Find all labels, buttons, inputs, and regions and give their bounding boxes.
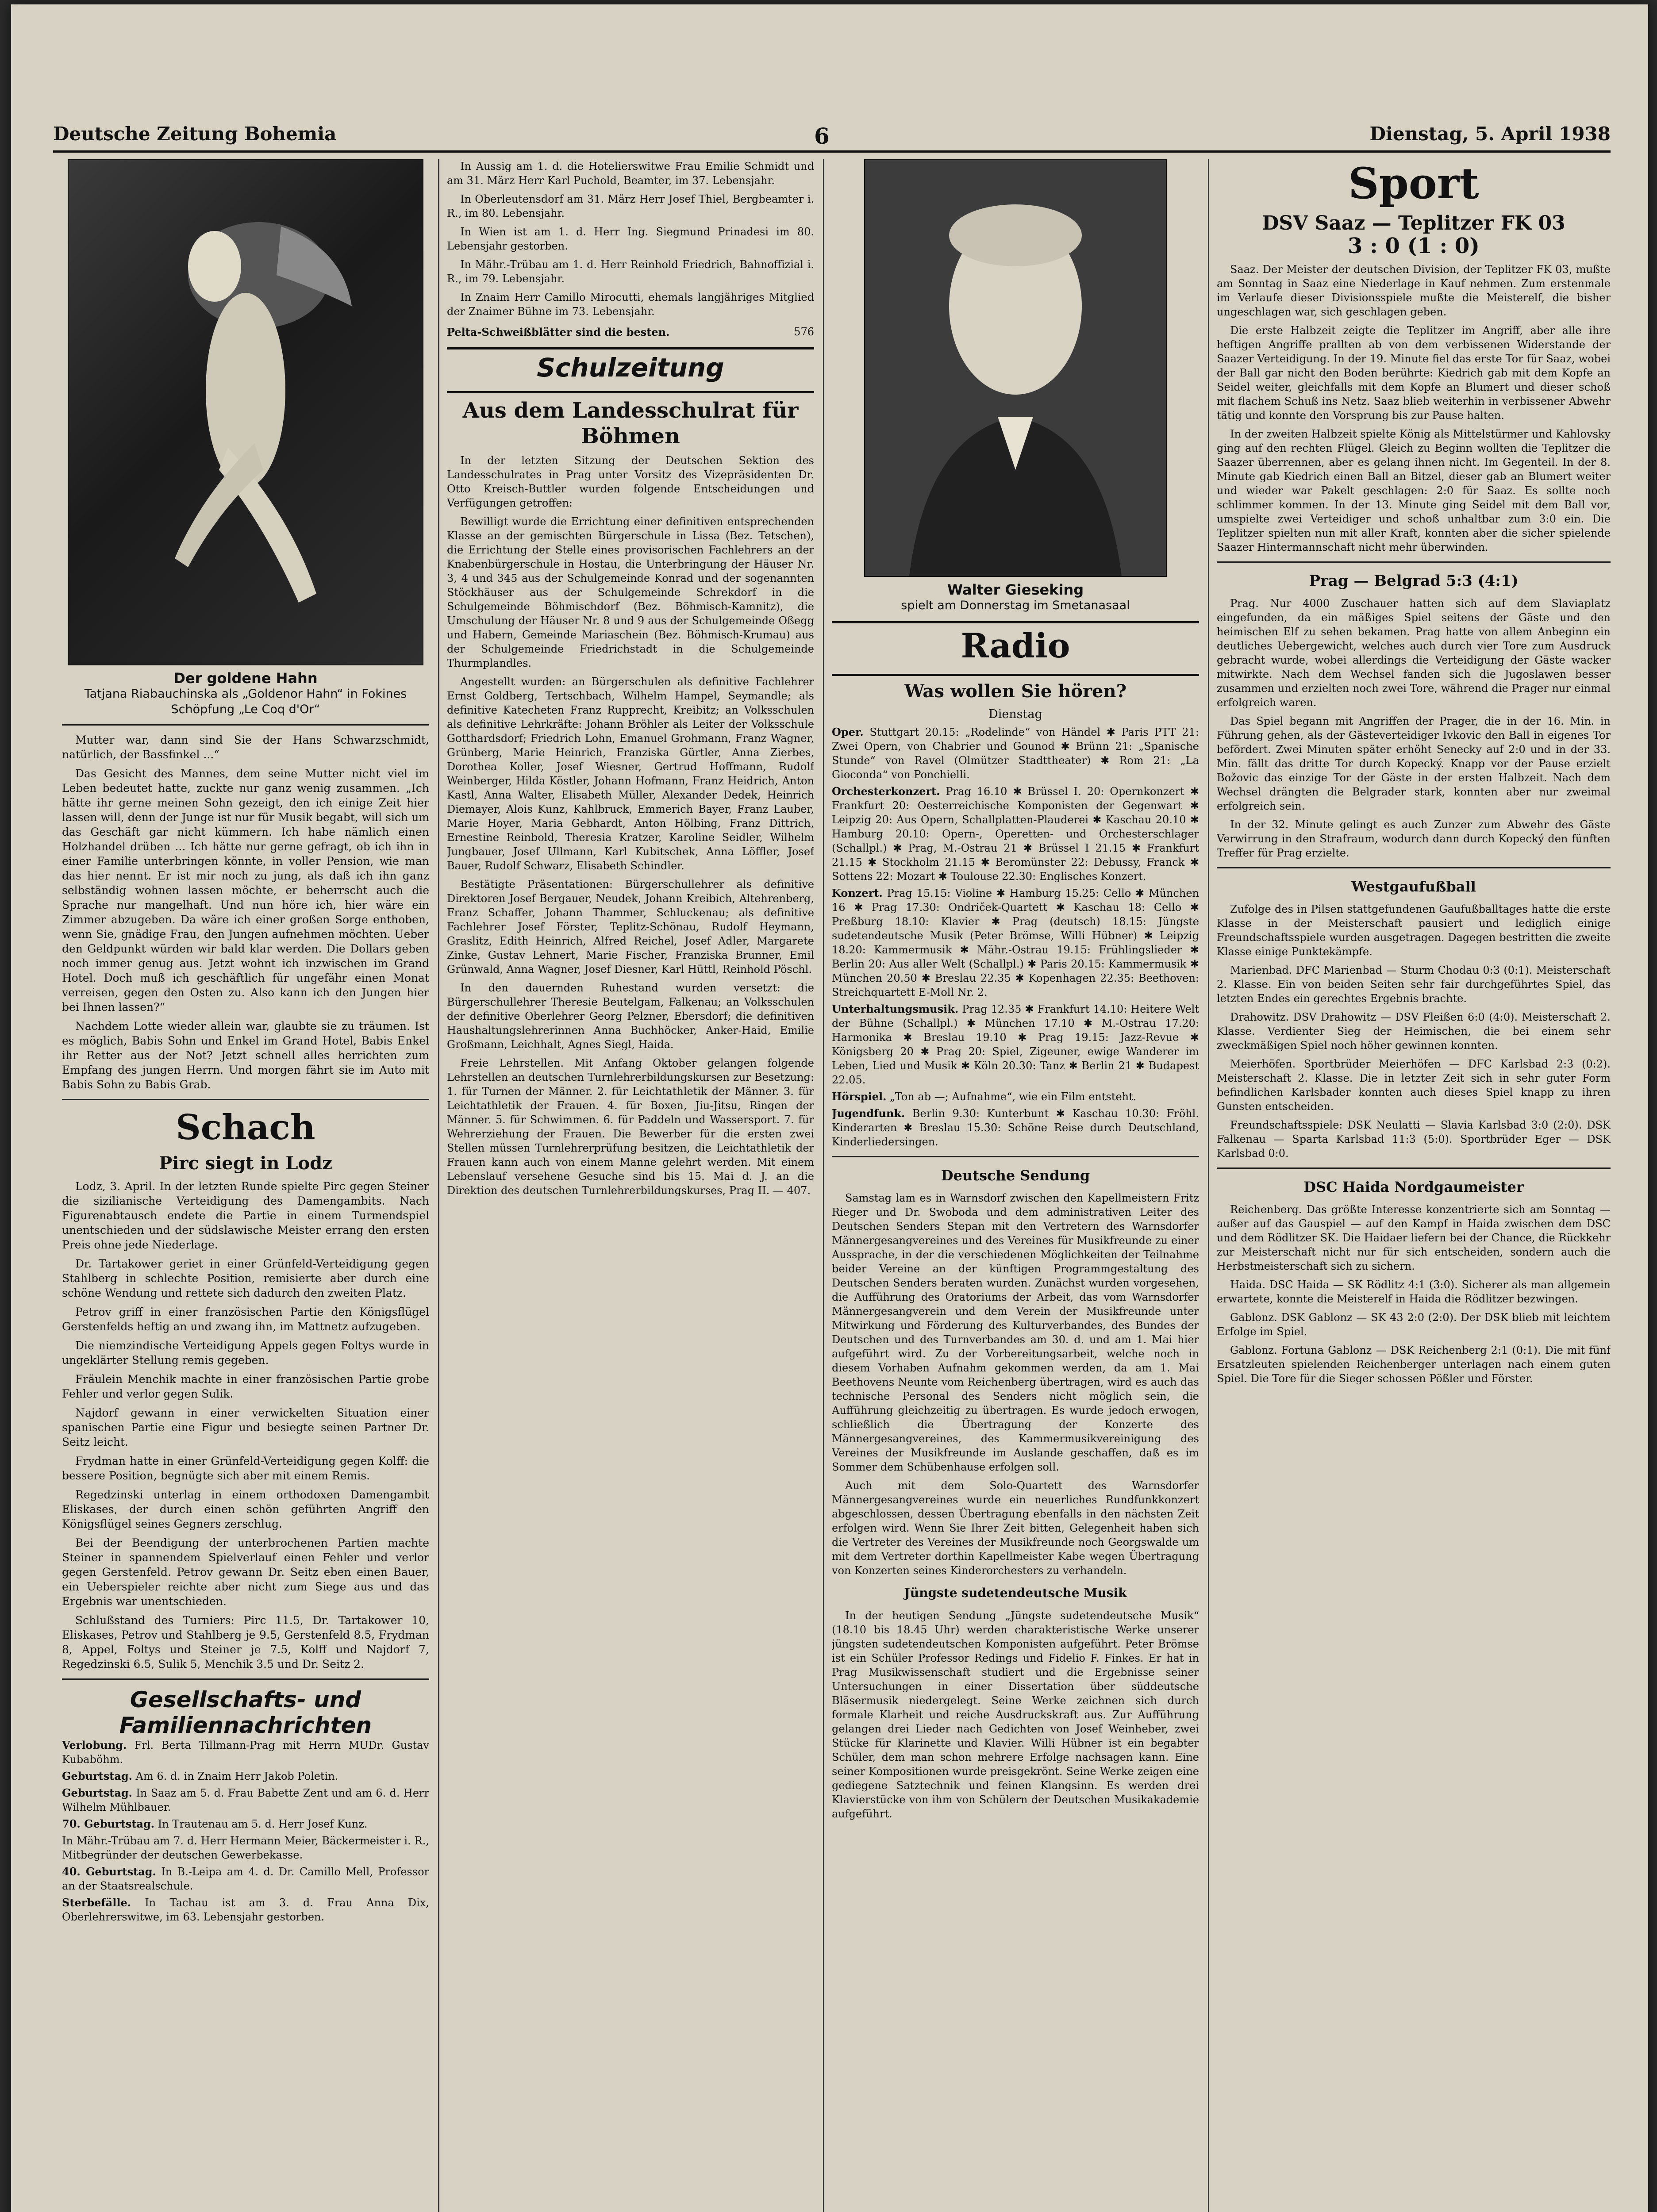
portrait-photo <box>864 159 1167 577</box>
dancer-illustration <box>69 160 423 664</box>
haida-paragraph: Gablonz. DSK Gablonz — SK 43 2:0 (2:0). Der DSK blieb mit leichtem Erfolge im Spiel. <box>1217 1311 1611 1338</box>
header-rule <box>53 150 1611 153</box>
issue-date: Dienstag, 5. April 1938 <box>1369 123 1611 145</box>
match-paragraph: Die erste Halbzeit zeigte die Teplitzer im Angriff, aber alle ihre heftigen Angriffe prallten ab von dem verbissenen Widerstande der Saazer Verteidigung. In der 19. Minute fiel das erste Tor für Saaz, wobei der Ball gar nicht den Boden berührte: Kiedrich gab mit dem Kopfe an Seidel weiter, gleichfalls mit dem Kopfe an Blumert und dieser schoß mit flachem Schuß ins Netz. Saaz blieb weiterhin in verbissener Abwehr tätig und konnte den Vorsprung bis zur Pause halten. <box>1217 324 1611 422</box>
society-entry: In Mähr.-Trübau am 7. d. Herr Hermann Meier, Bäckermeister i. R., Mitbegründer der deutschen Gewerbekasse. <box>62 1835 429 1861</box>
column-rule <box>823 159 824 2212</box>
portrait-caption <box>832 582 1199 613</box>
divider <box>1217 1167 1611 1169</box>
column-3 <box>832 159 1199 2212</box>
chess-paragraph: Fräulein Menchik machte in einer französischen Partie grobe Fehler und verlor gegen Sulik. <box>62 1373 429 1400</box>
newspaper-page <box>11 4 1648 2212</box>
divider <box>62 1678 429 1680</box>
westgau-paragraph: Drahowitz. DSV Drahowitz — DSV Fleißen 6:0 (4:0). Meisterschaft 2. Klasse. Verdienter Sieg der Heimischen, die bei einem sehr zweckmäßigen Spiel noch höher gewinnen konnten. <box>1217 1011 1611 1052</box>
section-bar <box>832 674 1199 676</box>
haida-paragraph: Gablonz. Fortuna Gablonz — DSK Reichenberg 2:1 (0:1). Die mit fünf Ersatzleuten spielenden Reichenberger unterlagen nach einem guten Spiel. Die Tore für die Sieger schossen Pößler und Förster. <box>1217 1344 1611 1385</box>
prag-paragraph: Prag. Nur 4000 Zuschauer hatten sich auf dem Slaviaplatz eingefunden, da ein mäßiges Spiel seitens der Gäste und den heimischen Elf zu sehen bekamen. Prag hatte von allem Anbeginn ein deutliches Uebergewicht, welches auch durch vier Tore zum Ausdruck gebracht wurde, wobei allerdings die Verteidigung der Gäste wacker mitwirkte. Nach dem Wechsel fanden sich die Jugoslawen besser zusammen und erzielten noch zwei Tore, während die Prager nur einmal erfolgreich waren. <box>1217 597 1611 709</box>
ballet-photo <box>68 159 423 665</box>
haida-heading: DSC Haida Nordgaumeister <box>1303 1179 1524 1195</box>
music-paragraph: In der heutigen Sendung „Jüngste sudetendeutsche Musik“ (18.10 bis 18.45 Uhr) werden charakteristische Werke unserer jüngsten sudetendeutschen Komponisten aufgeführt. Peter Brömse ist ein Schüler Professor Redings und Fidelio F. Finkes. Er hat in Prag Musikwissenschaft studiert und die Ergebnisse seiner Untersuchungen in einer Dissertation über süddeutsche Bläsermusik niedergelegt. Seine Werke zeichnen sich durch formale Klarheit und reiche Ausdruckskraft aus. Zur Aufführung gelangen drei Lieder nach Gedichten von Josef Weinheber, zwei Stücke für Klarinette und Klavier. Willi Hübner ist ein begabter Schüler, dem man schon mehrere Erfolge nachsagen kann. Eine seiner Kompositionen wurde preisgekrönt. Seine Werke zeigen eine gediegene Satztechnik und feinen Klangsinn. Es werden drei Klavierstücke von ihm von Schülern der Deutschen Musikakademie aufgeführt. <box>832 1609 1199 1820</box>
chess-paragraph: Die niemzindische Verteidigung Appels gegen Foltys wurde in ungeklärter Stellung remis gegeben. <box>62 1339 429 1367</box>
column-rule <box>1208 159 1209 2212</box>
chess-paragraph: Frydman hatte in einer Grünfeld-Verteidigung gegen Kolff: die bessere Position, begnügte sich aber mit einem Remis. <box>62 1455 429 1482</box>
radio-entry: Unterhaltungsmusik. Prag 12.35 ✱ Frankfurt 14.10: Heitere Welt der Bühne (Schallpl.) ✱ München 17.10 ✱ M.-Ostrau 17.20: Harmonika ✱ Breslau 19.10 ✱ Prag 19.15: Jazz-Revue ✱ Königsberg 20 ✱ Prag 20: Spiel, Zigeuner, ewige Wanderer im Leben, Lied und Musik ✱ Köln 20.30: Tanz ✱ Berlin 21 ✱ Budapest 22.05. <box>832 1002 1199 1086</box>
column-1 <box>62 159 429 2212</box>
society-entry: Geburtstag. Am 6. d. in Znaim Herr Jakob Poletin. <box>62 1770 338 1782</box>
school-paragraph: Angestellt wurden: an Bürgerschulen als definitive Fachlehrer Ernst Goldberg, Tertschbach, Wilhelm Hampel, Seymandle; als definitive Katecheten Franz Rupprecht, Kreibitz; an Volksschulen als definitive Lehrkräfte: Johann Bröhler als Leiter der Volksschule Gotthardsdorf; Friedrich Lohn, Emanuel Grohmann, Franz Wagner, Grünberg, Marie Heinrich, Franziska Gürtler, Anna Zierbes, Dorothea Koller, Josef Wiesner, Gertrud Hoffmann, Rudolf Weinberger, Hilda Köstler, Johann Hofmann, Franz Heidrich, Anton Kastl, Anna Walter, Elisabeth Müller, Alexander Dedek, Heinrich Diemayer, Alois Kunz, Kahlbruck, Emmerich Bayer, Franz Lauber, Marie Hoyer, Maria Gebhardt, Anton Hölbing, Franz Dittrich, Ernestine Reinbold, Theresia Kratzer, Karoline Seidler, Wilhelm Jungbauer, Josef Ullmann, Karl Kubitschek, Anna Löffler, Josef Bauer, Rudolf Schwarz, Elisabeth Schindler. <box>447 676 814 872</box>
death-notice: In Aussig am 1. d. die Hotelierswitwe Frau Emilie Schmidt und am 31. März Herr Karl Puchold, Beamter, im 37. Lebensjahr. <box>447 160 814 187</box>
chess-paragraph: Petrov griff in einer französischen Partie den Königsflügel Gerstenfelds heftig an und zwang ihn, im Mattnetz aufzugeben. <box>62 1306 429 1333</box>
school-paragraph: In den dauernden Ruhestand wurden versetzt: die Bürgerschullehrer Theresie Beutelgam, Falkenau; an Volksschulen der definitive Oberlehrer Georg Pelzner, Ebersdorf; die definitiven Haushaltungslehrerinnen Anna Buchhöcker, Anker-Haid, Emilie Großmann, Leichhalt, Agnes Siegl, Haida. <box>447 982 814 1051</box>
section-bar <box>447 391 814 393</box>
match-score: 3 : 0 (1 : 0) <box>1347 234 1480 258</box>
radio-day: Dienstag <box>988 707 1042 721</box>
school-paragraph: Freie Lehrstellen. Mit Anfang Oktober gelangen folgende Lehrstellen an deutschen Turnlehrerbildungskursen zur Besetzung: 1. für Turnen der Männer. 2. für Leichtathletik der Männer. 3. für Leichtathletik der Frauen. 4. für Boxen, Jiu-Jitsu, Ringen der Männer. 5. für Schwimmen. 6. für Paddeln und Wassersport. 7. für Wehrerziehung der Frauen. Die Bewerber für die ersten zwei Stellen müssen Turnlehrerprüfung besitzen, die Leichtathletik der Frauen kann auch von einem Manne gelehrt werden. Mit einem Lebenslauf versehene Gesuche sind bis 15. Mai d. J. an die Direktion des deutschen Turnlehrerbildungskurses, Prag II. — 407. <box>447 1057 814 1197</box>
chess-heading: Schach <box>176 1107 315 1148</box>
music-heading: Jüngste sudetendeutsche Musik <box>904 1586 1127 1600</box>
school-subheading: Aus dem Landesschulrat für Böhmen <box>462 398 799 449</box>
prag-paragraph: Das Spiel begann mit Angriffen der Prager, die in der 16. Min. in Führung gehen, als der Gästeverteidiger Ivkovic den Ball in eigenes Tor befördert. Zwei Minuten später erhöht Senecky auf 2:0 und in der 33. Min. fällt das dritte Tor durch Kopecký. Knapp vor der Pause erzielt Božovic das einzige Tor der Gäste in der ersten Halbzeit. Nach dem Wechsel drängten die Belgrader stark, konnten aber nur zweimal erfolgreich sein. <box>1217 715 1611 812</box>
column-4 <box>1217 159 1611 2212</box>
divider <box>832 1156 1199 1157</box>
radio-entry: Jugendfunk. Berlin 9.30: Kunterbunt ✱ Kaschau 10.30: Fröhl. Kinderarten ✱ Breslau 15.30: Schöne Reise durch Deutschland, Kinderliedersingen. <box>832 1107 1199 1148</box>
school-heading: Schulzeitung <box>537 353 724 383</box>
society-heading: Gesellschafts- und Familiennachrichten <box>119 1687 372 1738</box>
chess-paragraph: Bei der Beendigung der unterbrochenen Partien machte Steiner in spannendem Spielverlauf einen Fehler und verlor gegen Gerstenfeld. Petrov gewann Dr. Seitz eben einen Bauer, ein Ueberspieler reichte aber nicht zum Siege aus und das Ergebnis war unentschieden. <box>62 1536 429 1608</box>
radio-entry: Oper. Stuttgart 20.15: „Rodelinde“ von Händel ✱ Paris PTT 21: Zwei Opern, von Chabrier und Gounod ✱ Brünn 21: „Spanische Stunde“ von Ravel (Olmützer Stadttheater) ✱ Rom 21: „La Gioconda“ von Ponchielli. <box>832 726 1199 781</box>
sender-paragraph: Samstag lam es in Warnsdorf zwischen den Kapellmeistern Fritz Rieger und Dr. Swoboda und dem administrativen Leiter des Deutschen Senders Stepan mit den Vertretern des Warnsdorfer Männergesangvereines und des Vereines für Musikfreunde zu einer Aussprache, in der die verschiedenen Möglichkeiten der Teilnahme beider Vereine an der künftigen Programmgestaltung des Deutschen Senders beraten wurden. Zunächst wurden vorgesehen, die Aufführung des Oratoriums der Arbeit, das vom Warnsdorfer Männergesangverein und dem Verein der Musikfreunde unter Mitwirkung und Förderung des Kulturverbandes, des Bundes der Deutschen und des Turnverbandes am 30. d. und am 1. Mai hier aufgeführt wird. Zu der Vorbereitungsarbeit, welche noch in diesem Vorhaben Aufnahm gekommen werden, da am 1. Mai Beethovens Neunte vom Reichenberg übertragen, wird es auch das technische Personal des Senders nicht möglich sein, die Aufführung gleichzeitig zu übertragen. Es wurde jedoch erwogen, schließlich die Übertragung der Konzerte des Männergesangvereines, des Kammermusikvereinigung des Vereines der Musikfreunde im Auslande geschaffen, daß es im Sommer dem Schübenhause erfolgen soll. <box>832 1192 1199 1473</box>
radio-entry: Konzert. Prag 15.15: Violine ✱ Hamburg 15.25: Cello ✱ München 16 ✱ Prag 17.30: Ondriček-Quartett ✱ Kaschau 18: Cello ✱ Preßburg 18.10: Klavier ✱ Prag (deutsch) 18.15: Jüngste sudetendeutsche Musik (Peter Brömse, Willi Hübner) ✱ Leipzig 18.20: Kammermusik ✱ Mähr.-Ostrau 19.15: Frühlingslieder ✱ Berlin 20: Aus aller Welt (Schallpl.) ✱ Paris 20.15: Kammermusik ✱ München 20.50 ✱ Breslau 22.35 ✱ Kopenhagen 22.35: Beethoven: Streichquartett E-Moll Nr. 2. <box>832 887 1199 998</box>
westgau-heading: Westgaufußball <box>1351 878 1476 895</box>
portrait-illustration <box>865 160 1166 576</box>
prag-heading: Prag — Belgrad 5:3 (4:1) <box>1309 572 1519 590</box>
column-rule <box>438 159 439 2212</box>
haida-paragraph: Reichenberg. Das größte Interesse konzentrierte sich am Sonntag — außer auf das Gauspiel — auf den Kampf in Haida zwischen dem DSC und dem Rödlitzer SK. Die Haidaer liefern bei der Chance, die Rückkehr zur Meisterschaft nicht nur für sich entscheiden, sondern auch die Herbstmeisterschaft sich zu sichern. <box>1217 1203 1611 1272</box>
society-entry: 70. Geburtstag. In Trautenau am 5. d. Herr Josef Kunz. <box>62 1817 368 1830</box>
page-number: 6 <box>814 123 830 149</box>
sport-heading: Sport <box>1348 159 1479 208</box>
school-paragraph: In der letzten Sitzung der Deutschen Sektion des Landesschulrates in Prag unter Vorsitz des Vizepräsidenten Dr. Otto Kreisch-Buttler wurden folgende Entscheidungen und Verfügungen getroffen: <box>447 454 814 509</box>
match-paragraph: In der zweiten Halbzeit spielte König als Mittelstürmer und Kahlovsky ging auf den rechten Flügel. Gleich zu Beginn wollten die Teplitzer die Saazer überrennen, aber es gelang ihnen nicht. Im Gegenteil. In der 8. Minute gab Kiedrich einen Ball an Bitzel, dieser gab an Blumert weiter und wieder war Pakelt geschlagen: 2:0 für Saaz. Es sollte noch schlimmer kommen. In der 13. Minute ging Seidel mit dem Ball vor, umspielte zwei Verteidiger und schoß unhaltbar zum 3:0 ein. Die Teplitzer spielten nun mit aller Kraft, konnten aber die sicher spielende Saazer Hintermannschaft nicht mehr überwinden. <box>1217 428 1611 553</box>
story-paragraph: Das Gesicht des Mannes, dem seine Mutter nicht viel im Leben bedeutet hatte, zuckte nur ganz wenig zusammen. „Ich hätte ihr gerne meinen Sohn gezeigt, den ich einige Zeit hier lassen will, denn der Junge ist nur für Musik begabt, will sich um das Geschäft gar nicht kümmern. Ich habe nämlich einen Holzhandel drüben ... Ich hätte nur gerne gefragt, ob ich ihn in einer Familie unterbringen könnte, in voller Pension, wie man das hier nennt. Er ist mir noch zu jung, als daß ich ihn ganz selbständig wohnen lassen möchte, er beherrscht auch die Sprache nur mangelhaft. Und nun höre ich, hier wäre ein Zimmer abzugeben. Da wäre ich einer großen Sorge enthoben, wenn Sie, gnädige Frau, den Jungen aufnehmen möchten. Ueber den Geldpunkt würden wir bald klar werden. Die Dollars geben noch immer genug aus. Jetzt wohnt ich inzwischen im Grand Hotel. Doch muß ich geschäftlich für ungefähr einen Monat verreisen, gegen den Osten zu. Also kann ich den Jungen hier bei Ihnen lassen?“ <box>62 767 429 1014</box>
school-paragraph: Bestätigte Präsentationen: Bürgerschullehrer als definitive Direktoren Josef Bergauer, Neudek, Johann Kreibich, Altehrenberg, Franz Schaffer, Johann Thammer, Schluckenau; als definitive Fachlehrer Josef Förster, Teplitz-Schönau, Rudolf Heymann, Graslitz, Edith Heinrich, Alfred Reichel, Josef Adler, Margarete Zinke, Gustav Lehnert, Marie Fischer, Franziska Brunner, Emil Grünwald, Anna Wagner, Josef Diesner, Karl Hüttl, Reinhold Pöschl. <box>447 878 814 975</box>
section-bar <box>447 347 814 349</box>
death-notice: In Oberleutensdorf am 31. März Herr Josef Thiel, Bergbeamter i. R., im 80. Lebensjahr. <box>447 193 814 219</box>
radio-subheading: Was wollen Sie hören? <box>904 681 1127 702</box>
society-entry: 40. Geburtstag. In B.-Leipa am 4. d. Dr. Camillo Mell, Professor an der Staatsrealschule. <box>62 1865 429 1892</box>
photo-subtitle: Tatjana Riabauchinska als „Goldenor Hahn“ in Fokines Schöpfung „Le Coq d'Or“ <box>84 687 407 716</box>
ad-number: 576 <box>794 326 814 338</box>
photo-caption <box>62 671 429 717</box>
sender-paragraph: Auch mit dem Solo-Quartett des Warnsdorfer Männergesangvereines wurde ein neuerliches Rundfunkkonzert abgeschlossen, dessen Übertragung ebenfalls in den nächsten Zeit erfolgen wird. Wenn Sie Ihrer Zeit bitten, Gelegenheit haben sich die Vertreter des Vereines der Musikfreunde noch Georgswalde um mit dem Vertreter dorthin Kapellmeister Kabe wegen Übertragung von Konzerten seines Kinderorchesters zu verhandeln. <box>832 1479 1199 1577</box>
chess-paragraph: Regedzinski unterlag in einem orthodoxen Damengambit Eliskases, der durch einen schön geführten Angriff den Königsflügel seines Gegners zerschlug. <box>62 1488 429 1530</box>
newspaper-name: Deutsche Zeitung Bohemia <box>53 123 337 145</box>
divider <box>1217 561 1611 563</box>
radio-heading: Radio <box>961 626 1070 665</box>
westgau-paragraph: Marienbad. DFC Marienbad — Sturm Chodau 0:3 (0:1). Meisterschaft 2. Klasse. Ein von beiden Seiten sehr fair durchgeführtes Spiel, das letzten Endes ein gerechtes Ergebnis brachte. <box>1217 964 1611 1005</box>
story-paragraph: Nachdem Lotte wieder allein war, glaubte sie zu träumen. Ist es möglich, Babis Sohn und Enkel im Grand Hotel, Babis Enkel ihr Retter aus der Not? Jetzt schnell alles herrichten zum Empfang des jungen Herrn. Und morgen fährt sie im Auto mit Babis Sohn zu Babis Grab. <box>62 1020 429 1091</box>
divider <box>1217 867 1611 868</box>
chess-subheading: Pirc siegt in Lodz <box>159 1153 332 1174</box>
chess-paragraph: Dr. Tartakower geriet in einer Grünfeld-Verteidigung gegen Stahlberg in schlechte Position, remisierte aber durch eine schöne Wendung und rettete sich dadurch den zweiten Platz. <box>62 1257 429 1299</box>
radio-entry: Hörspiel. „Ton ab —; Aufnahme“, wie ein Film entsteht. <box>832 1090 1137 1103</box>
death-notice: In Wien ist am 1. d. Herr Ing. Siegmund Prinadesi im 80. Lebensjahr gestorben. <box>447 226 814 252</box>
section-bar <box>832 621 1199 623</box>
radio-entry: Orchesterkonzert. Prag 16.10 ✱ Brüssel I. 20: Opernkonzert ✱ Frankfurt 20: Oesterreichische Komponisten der Gegenwart ✱ Leipzig 20: Aus Opern, Schallplatten-Plauderei ✱ Kaschau 20.10 ✱ Hamburg 20.10: Opern-, Operetten- und Orchesterschlager (Schallpl.) ✱ Prag, M.-Ostrau 21 ✱ Brüssel I 21.15 ✱ Frankfurt 21.15 ✱ Stockholm 21.15 ✱ Beromünster 22: Debussy, Franck ✱ Sottens 22: Mozart ✱ Toulouse 22.30: Englisches Konzert. <box>832 785 1199 883</box>
westgau-paragraph: Freundschaftsspiele: DSK Neulatti — Slavia Karlsbad 3:0 (2:0). DSK Falkenau — Sparta Karlsbad 11:3 (5:0). Sportbrüder Eger — DSK Karlsbad 0:0. <box>1217 1119 1611 1160</box>
column-2 <box>447 159 814 2212</box>
sender-heading: Deutsche Sendung <box>941 1167 1090 1184</box>
westgau-paragraph: Zufolge des in Pilsen stattgefundenen Gaufußballtages hatte die erste Klasse in der Meisterschaft pausiert und lediglich einige Freundschaftsspiele wurden ausgetragen. Dagegen bestritten die zweite Klasse einige Punktekämpfe. <box>1217 903 1611 958</box>
advertisement <box>447 325 814 339</box>
westgau-paragraph: Meierhöfen. Sportbrüder Meierhöfen — DFC Karlsbad 2:3 (0:2). Meisterschaft 2. Klasse. Die in letzter Zeit sich in sehr guter Form befindlichen Karlsbader konnten auch dieses Spiel knapp zu ihren Gunsten entscheiden. <box>1217 1058 1611 1113</box>
photo-title: Der goldene Hahn <box>173 670 318 687</box>
ad-text: Pelta-Schweißblätter sind die besten. <box>447 326 670 338</box>
school-paragraph: Bewilligt wurde die Errichtung einer definitiven entsprechenden Klasse an der gemischten Bürgerschule in Lissa (Bez. Tetschen), die Errichtung der Stelle eines provisorischen Fachlehrers an der Knabenbürgerschule in Hostau, die Unterbringung der Häuser Nr. 3, 4 und 345 aus der Schulgemeinde Konrad und der sogenannten Stöckhäuser aus der Schulgemeinde Schrekdorf in die Schulgemeinde Böhmischdorf (Bez. Böhmisch-Kamnitz), die Umschulung der Häuser Nr. 8 und 9 aus der Schulgemeinde Oßegg und Habern, Gemeinde Mariaschein (Bez. Böhmisch-Krumau) aus der Schulgemeinde Friedrichstadt in die Schulgemeinde Thurmplandles. <box>447 515 814 669</box>
society-entry: Sterbefälle. In Tachau ist am 3. d. Frau Anna Dix, Oberlehrerswitwe, im 63. Lebensjahr gestorben. <box>62 1896 429 1923</box>
portrait-subtitle: spielt am Donnerstag im Smetanasaal <box>901 599 1130 612</box>
society-entry: Verlobung. Frl. Berta Tillmann-Prag mit Herrn MUDr. Gustav Kubaböhm. <box>62 1739 429 1766</box>
prag-paragraph: In der 32. Minute gelingt es auch Zunzer zum Abwehr des Gäste Verwirrung in den Strafraum, wodurch dann durch Kopecký den fünften Treffer für Prag erzielte. <box>1217 818 1611 859</box>
story-paragraph: Mutter war, dann sind Sie der Hans Schwarzschmidt, natürlich, der Bassfinkel ...“ <box>62 733 429 761</box>
haida-paragraph: Haida. DSC Haida — SK Rödlitz 4:1 (3:0). Sicherer als man allgemein erwartete, konnte die Meisterelf in Haida die Rödlitzer bezwingen. <box>1217 1279 1611 1305</box>
divider <box>62 724 429 726</box>
death-notice: In Znaim Herr Camillo Mirocutti, ehemals langjähriges Mitglied der Znaimer Bühne im 73. Lebensjahr. <box>447 291 814 318</box>
divider <box>62 1099 429 1100</box>
chess-paragraph: Najdorf gewann in einer verwickelten Situation einer spanischen Partie eine Figur und besiegte seinen Partner Dr. Seitz leicht. <box>62 1406 429 1448</box>
chess-paragraph: Schlußstand des Turniers: Pirc 11.5, Dr. Tartakower 10, Eliskases, Petrov und Stahlberg je 9.5, Gerstenfeld 8.5, Frydman 8, Appel, Foltys und Steiner je 7.5, Kolff und Najdorf 7, Regedzinski 6.5, Sulik 5, Menchik 3.5 und Dr. Seitz 2. <box>62 1614 429 1671</box>
death-notice: In Mähr.-Trübau am 1. d. Herr Reinhold Friedrich, Bahnoffizial i. R., im 79. Lebensjahr. <box>447 258 814 285</box>
portrait-name: Walter Gieseking <box>947 581 1084 598</box>
society-entry: Geburtstag. In Saaz am 5. d. Frau Babette Zent und am 6. d. Herr Wilhelm Mühlbauer. <box>62 1786 429 1813</box>
page-header <box>53 123 1611 154</box>
match-paragraph: Saaz. Der Meister der deutschen Division, der Teplitzer FK 03, mußte am Sonntag in Saaz eine Niederlage in Kauf nehmen. Zum erstenmale im Verlaufe dieser Divisionsspiele mußte die Meisterelf, die bisher ungeschlagen war, sich geschlagen geben. <box>1217 263 1611 318</box>
chess-paragraph: Lodz, 3. April. In der letzten Runde spielte Pirc gegen Steiner die sizilianische Verteidigung des Damengambits. Nach Figurenabtausch endete die Partie in einem Turmendspiel unentschieden und der südslawische Meister errang den ersten Preis ohne jede Niederlage. <box>62 1180 429 1251</box>
match-heading: DSV Saaz — Teplitzer FK 03 <box>1262 212 1565 234</box>
